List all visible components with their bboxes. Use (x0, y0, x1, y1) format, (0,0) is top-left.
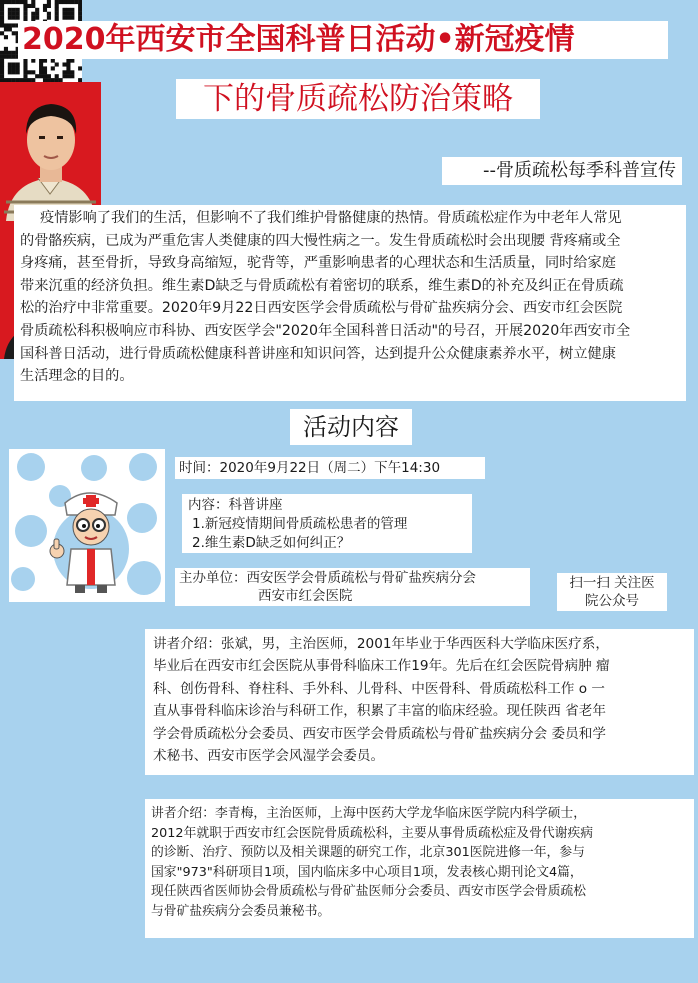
title-line-1: 2020年西安市全国科普日活动•新冠疫情 (18, 21, 668, 59)
intro-line: 的骨骼疾病，已成为严重危害人类健康的四大慢性病之一。发生骨质疏松时会出现腰 背疼痛或全 (20, 232, 621, 249)
intro-line: 生活理念的目的。 (20, 368, 134, 385)
intro-paragraph (14, 205, 686, 401)
intro-line: 疫情影响了我们的生活，但影响不了我们维护骨骼健康的热情。骨质疏松症作为中老年人常见 (40, 210, 622, 226)
host-line: 西安市红会医院 (258, 588, 353, 604)
speaker-1-portrait-icon (0, 82, 101, 221)
event-content (182, 494, 472, 553)
bio-line: 科、创伤骨科、脊柱科、手外科、儿骨科、中医骨科、骨质疏松科工作 o 一 (153, 680, 605, 697)
event-host (175, 568, 530, 606)
content-label: 内容：科普讲座 (188, 497, 283, 513)
doctor-icon (39, 483, 139, 599)
bio-line: 国家"973"科研项目1项，国内临床多中心项目1项，发表核心期刊论文4篇， (151, 864, 583, 880)
intro-line: 骨质疏松科积极响应市科协、西安医学会"2020年全国科普日活动"的号召，开展2020年西安市全 (20, 322, 631, 339)
speaker-1-photo (0, 82, 101, 221)
title-line-2: 下的骨质疏松防治策略 (176, 79, 540, 119)
bio-line: 的诊断、治疗、预防以及相关课题的研究工作，北京301医院进修一年，参与 (151, 845, 585, 860)
qr-caption-line: 扫一扫 关注医 (569, 575, 655, 591)
intro-line: 身疼痛，甚至骨折，导致身高缩短，驼背等，严重影响患者的心理状态和生活质量，同时给家庭 (20, 255, 616, 272)
intro-line: 国科普日活动，进行骨质疏松健康科普讲座和知识问答，达到提升公众健康素养水平，树立健康 (20, 345, 616, 362)
bio-line: 直从事骨科临床诊治与科研工作，积累了丰富的临床经验。现任陕西 省老年 (153, 703, 606, 720)
content-item: 1.新冠疫情期间骨质疏松患者的管理 (192, 516, 408, 532)
bio-line: 与骨矿盐疾病分会委员兼秘书。 (151, 903, 331, 919)
subtitle: --骨质疏松每季科普宣传 (442, 157, 682, 185)
bio-line: 2012年就职于西安市红会医院骨质疏松科，主要从事骨质疏松症及骨代谢疾病 (151, 825, 594, 841)
intro-line: 松的治疗中非常重要。2020年9月22日西安医学会骨质疏松与骨矿盐疾病分会、西安市红会医院 (20, 300, 623, 317)
bio-line: 现任陕西省医师协会骨质疏松与骨矿盐医师分会委员、西安市医学会骨质疏松 (151, 884, 587, 899)
qr-caption-line: 院公众号 (585, 593, 639, 609)
content-item: 2.维生素D缺乏如何纠正？ (192, 535, 351, 551)
bio-line: 学会骨质疏松分会委员、西安市医学会骨质疏松与骨矿盐疾病分会 委员和学 (153, 725, 606, 742)
section-title: 活动内容 (290, 409, 412, 445)
bio-line: 讲者介绍：张斌，男，主治医师，2001年毕业于华西医科大学临床医疗系， (153, 636, 609, 652)
doctor-cartoon-image (9, 449, 165, 602)
speaker-2-bio (145, 799, 694, 938)
bio-line: 术秘书、西安市医学会风湿学会委员。 (153, 748, 385, 765)
intro-line: 带来沉重的经济负担。维生素D缺乏与骨质疏松有着密切的联系，维生素D的补充及纠正在骨质疏 (20, 277, 624, 294)
qr-caption (557, 573, 667, 611)
speaker-1-bio (145, 629, 694, 775)
bio-line: 毕业后在西安市红会医院从事骨科临床工作19年。先后在红会医院骨病肿 瘤 (153, 658, 610, 675)
event-time: 时间：2020年9月22日（周二）下午14:30 (175, 457, 485, 479)
host-line: 主办单位：西安医学会骨质疏松与骨矿盐疾病分会 (179, 570, 476, 586)
bio-line: 讲者介绍：李青梅，主治医师，上海中医药大学龙华临床医学院内科学硕士， (151, 806, 587, 821)
